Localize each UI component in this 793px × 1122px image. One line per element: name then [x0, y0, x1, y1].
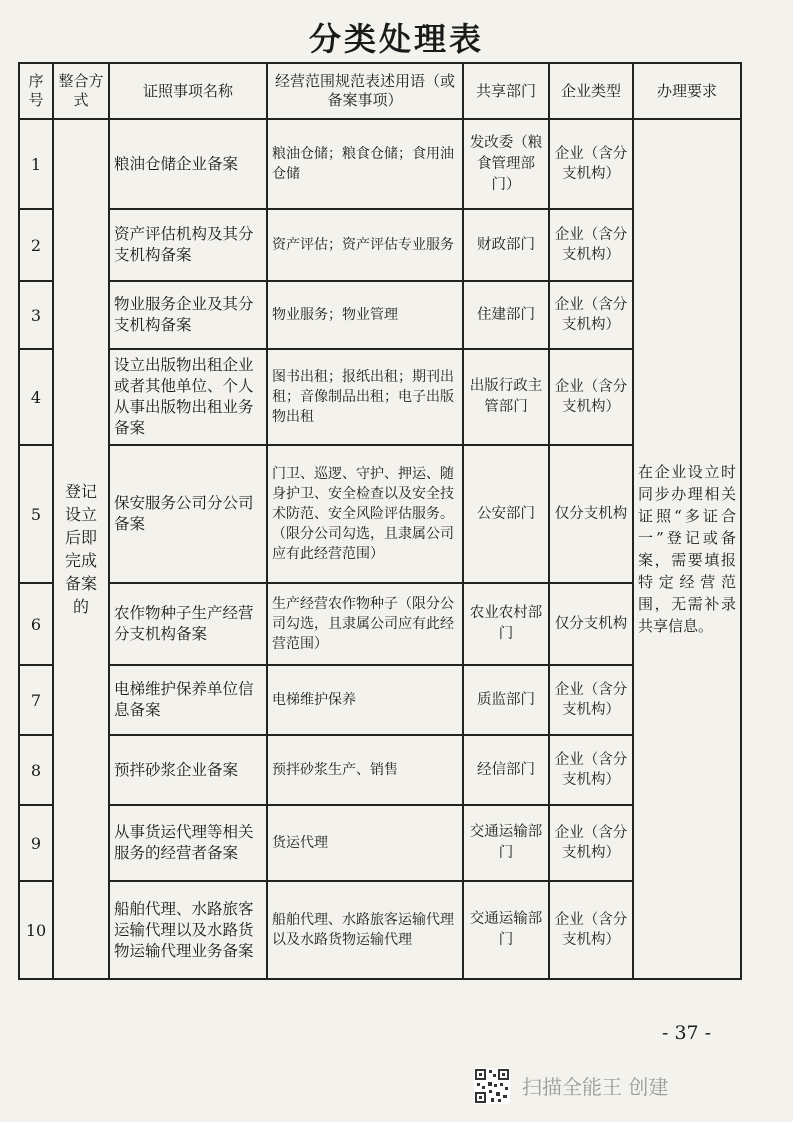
table-header-row: [19, 63, 741, 119]
row-name: 物业服务企业及其分支机构备案: [109, 281, 267, 349]
header-seq: 序号: [19, 63, 53, 119]
row-seq: 6: [19, 583, 53, 665]
row-scope: 图书出租；报纸出租；期刊出租；音像制品出租；电子出版物出租: [267, 349, 463, 445]
table-row: [19, 665, 741, 735]
row-seq: 1: [19, 119, 53, 209]
row-dept: 交通运输部门: [463, 805, 549, 881]
table-row: [19, 119, 741, 209]
table-row: [19, 805, 741, 881]
row-scope: 船舶代理、水路旅客运输代理以及水路货物运输代理: [267, 881, 463, 979]
row-name: 从事货运代理等相关服务的经营者备案: [109, 805, 267, 881]
header-method: 整合方式: [53, 63, 109, 119]
header-name: 证照事项名称: [109, 63, 267, 119]
row-seq: 8: [19, 735, 53, 805]
row-name: 设立出版物出租企业或者其他单位、个人从事出版物出租业务备案: [109, 349, 267, 445]
row-name: 船舶代理、水路旅客运输代理以及水路货物运输代理业务备案: [109, 881, 267, 979]
row-seq: 9: [19, 805, 53, 881]
row-etype: 企业（含分支机构）: [549, 119, 633, 209]
row-name: 保安服务公司分公司备案: [109, 445, 267, 583]
table-row: [19, 583, 741, 665]
row-seq: 10: [19, 881, 53, 979]
row-dept: 出版行政主管部门: [463, 349, 549, 445]
row-dept: 住建部门: [463, 281, 549, 349]
page-title: 分类处理表: [308, 20, 484, 58]
header-etype: 企业类型: [549, 63, 633, 119]
row-scope: 生产经营农作物种子（限分公司勾选，且隶属公司应有此经营范围）: [267, 583, 463, 665]
row-name: 粮油仓储企业备案: [109, 119, 267, 209]
row-dept: 财政部门: [463, 209, 549, 281]
row-etype: 企业（含分支机构）: [549, 665, 633, 735]
row-etype: 企业（含分支机构）: [549, 805, 633, 881]
row-etype: 企业（含分支机构）: [549, 735, 633, 805]
page-number: - 37 -: [662, 1022, 712, 1044]
scanner-watermark: 扫描全能王 创建: [522, 1075, 669, 1099]
row-scope: 电梯维护保养: [267, 665, 463, 735]
row-scope: 预拌砂浆生产、销售: [267, 735, 463, 805]
table-row: [19, 281, 741, 349]
header-dept: 共享部门: [463, 63, 549, 119]
row-dept: 发改委（粮食管理部门）: [463, 119, 549, 209]
row-etype: 仅分支机构: [549, 445, 633, 583]
row-name: 农作物种子生产经营分支机构备案: [109, 583, 267, 665]
header-scope: 经营范围规范表述用语（或备案事项）: [267, 63, 463, 119]
row-seq: 5: [19, 445, 53, 583]
table-row: [19, 881, 741, 979]
row-scope: 粮油仓储；粮食仓储；食用油仓储: [267, 119, 463, 209]
row-seq: 2: [19, 209, 53, 281]
row-scope: 门卫、巡逻、守护、押运、随身护卫、安全检查以及安全技术防范、安全风险评估服务。（限分公司勾选，且隶属公司应有此经营范围）: [267, 445, 463, 583]
row-dept: 交通运输部门: [463, 881, 549, 979]
table-row: [19, 209, 741, 281]
row-etype: 企业（含分支机构）: [549, 881, 633, 979]
header-req: 办理要求: [633, 63, 741, 119]
row-etype: 企业（含分支机构）: [549, 349, 633, 445]
row-seq: 3: [19, 281, 53, 349]
row-seq: 7: [19, 665, 53, 735]
row-dept: 农业农村部门: [463, 583, 549, 665]
classification-table: [18, 62, 742, 980]
row-scope: 资产评估；资产评估专业服务: [267, 209, 463, 281]
integration-method-cell: 登记设立后即完成备案的: [53, 119, 109, 979]
row-scope: 货运代理: [267, 805, 463, 881]
qr-code-icon: [474, 1068, 510, 1104]
table-row: [19, 349, 741, 445]
row-name: 电梯维护保养单位信息备案: [109, 665, 267, 735]
row-seq: 4: [19, 349, 53, 445]
row-name: 预拌砂浆企业备案: [109, 735, 267, 805]
table-row: [19, 735, 741, 805]
row-name: 资产评估机构及其分支机构备案: [109, 209, 267, 281]
row-dept: 质监部门: [463, 665, 549, 735]
row-etype: 仅分支机构: [549, 583, 633, 665]
row-scope: 物业服务；物业管理: [267, 281, 463, 349]
row-etype: 企业（含分支机构）: [549, 281, 633, 349]
requirement-cell: 在企业设立时同步办理相关证照“多证合一”登记或备案，需要填报特定经营范围，无需补录共享信息。: [633, 119, 741, 979]
row-dept: 经信部门: [463, 735, 549, 805]
row-dept: 公安部门: [463, 445, 549, 583]
row-etype: 企业（含分支机构）: [549, 209, 633, 281]
table-row: [19, 445, 741, 583]
